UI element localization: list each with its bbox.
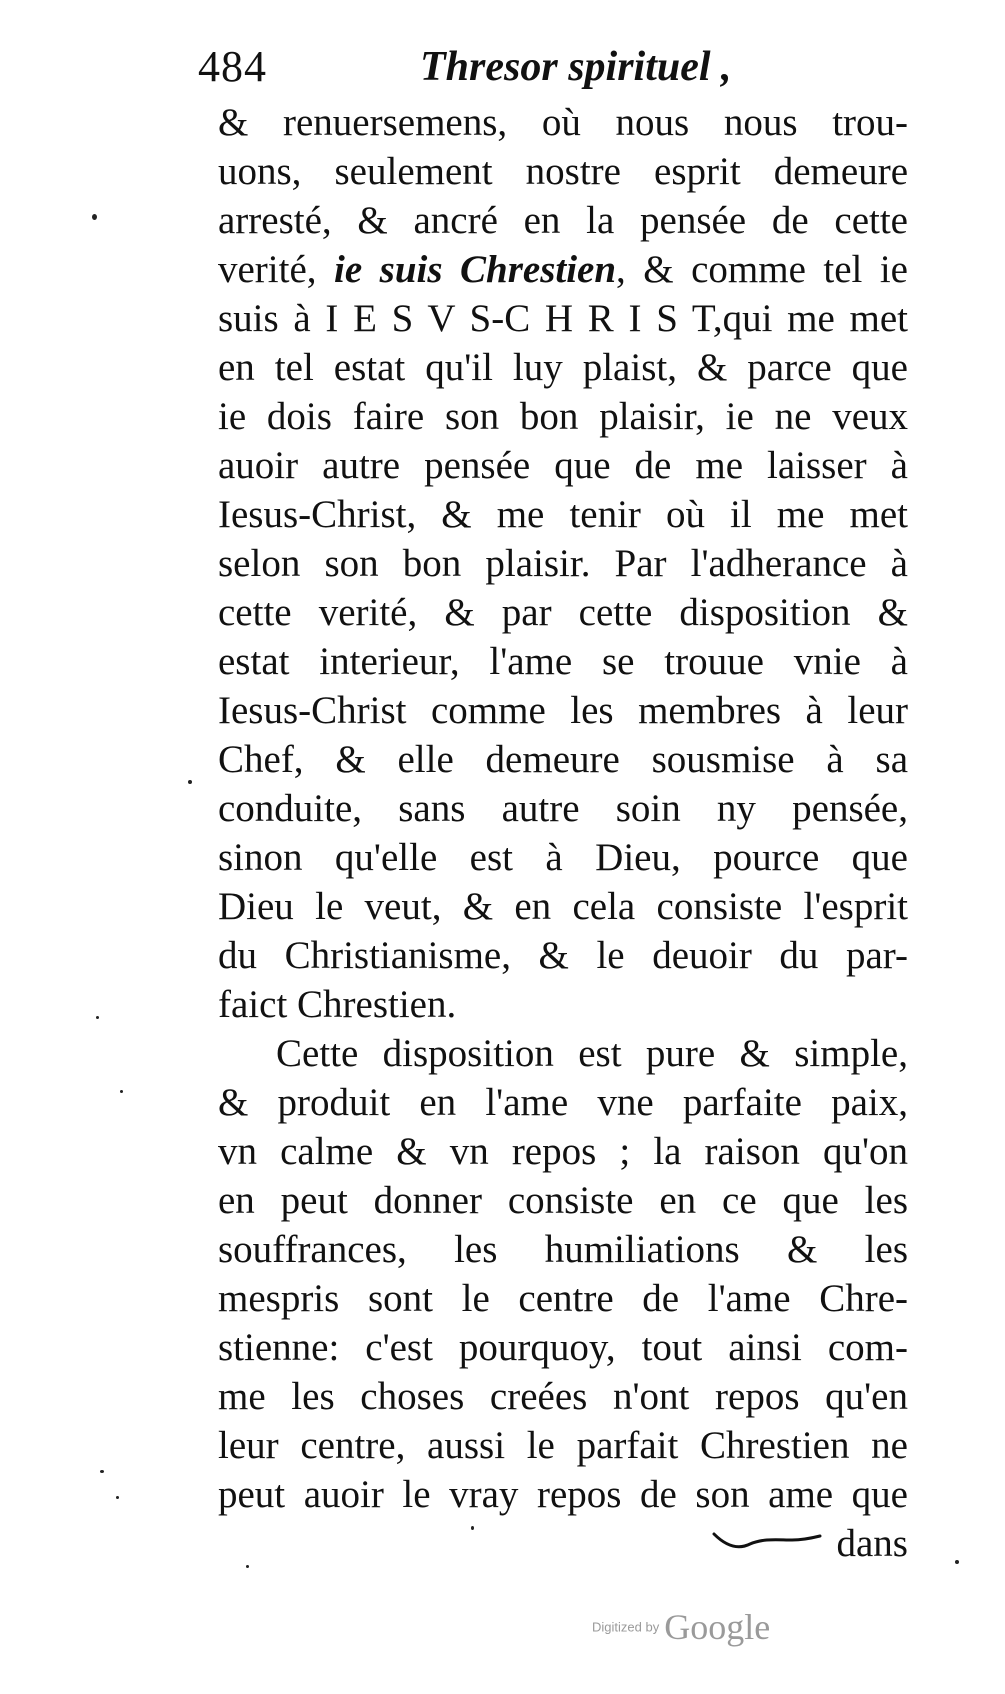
scan-speck: [96, 1016, 99, 1019]
text-fragment: verité,: [218, 248, 317, 291]
scan-speck: [246, 1565, 249, 1568]
text-line: [218, 245, 908, 294]
text-line: estat interieur, l'ame se trouue vnie à: [218, 640, 908, 683]
text-line: Dieu le veut, & en cela consiste l'esprit: [218, 885, 908, 928]
text-line-indented: Cette disposition est pure & simple,: [276, 1032, 908, 1075]
text-line: conduite, sans autre soin ny pensée,: [218, 787, 908, 830]
text-line: cette verité, & par cette disposition &: [218, 591, 908, 634]
text-line: du Christianisme, & le deuoir du par-: [218, 934, 908, 977]
page-number: 484: [198, 42, 267, 91]
text-line: sinon qu'elle est à Dieu, pource que: [218, 836, 908, 879]
scan-speck: [955, 1560, 959, 1564]
text-line: faict Chrestien.: [218, 983, 457, 1026]
text-line: me les choses creées n'ont repos qu'en: [218, 1375, 908, 1418]
text-line: en tel estat qu'il luy plaist, & parce que: [218, 346, 908, 389]
text-fragment: , & comme tel ie: [616, 248, 908, 291]
page-header: [198, 36, 838, 96]
ink-scribble: [712, 1528, 822, 1552]
text-line: stienne: c'est pourquoy, tout ainsi com-: [218, 1326, 908, 1369]
text-line: Iesus-Christ, & me tenir où il me met: [218, 493, 908, 536]
digitized-by-google-watermark: [592, 1606, 770, 1648]
text-line: ie dois faire son bon plaisir, ie ne veux: [218, 395, 908, 438]
text-line: leur centre, aussi le parfait Chrestien ne: [218, 1424, 908, 1467]
italic-phrase: ie suis Chrestien: [334, 248, 617, 291]
scan-speck: [188, 780, 192, 784]
scan-speck: [92, 214, 97, 220]
text-line: auoir autre pensée que de me laisser à: [218, 444, 908, 487]
scan-speck: [116, 1496, 119, 1499]
text-line: uons, seulement nostre esprit demeure: [218, 150, 908, 193]
text-line: arresté, & ancré en la pensée de cette: [218, 199, 908, 242]
text-line: peut auoir le vray repos de son ame que: [218, 1473, 908, 1516]
text-line: & renuersemens, où nous nous trou-: [218, 101, 908, 144]
text-line: selon son bon plaisir. Par l'adherance à: [218, 542, 908, 585]
body-text: [218, 98, 908, 1568]
scan-speck: [471, 1526, 474, 1530]
catchword: dans: [836, 1522, 908, 1565]
text-line: vn calme & vn repos ; la raison qu'on: [218, 1130, 908, 1173]
text-line: mespris sont le centre de l'ame Chre-: [218, 1277, 908, 1320]
digitized-by-label: Digitized by: [592, 1619, 660, 1635]
text-line: Iesus-Christ comme les membres à leur: [218, 689, 908, 732]
text-line: & produit en l'ame vne parfaite paix,: [218, 1081, 908, 1124]
google-logo-text: Google: [664, 1607, 771, 1647]
text-line: souffrances, les humiliations & les: [218, 1228, 908, 1271]
text-line: suis à I E S V S-C H R I S T,qui me met: [218, 297, 908, 340]
scan-speck: [100, 1470, 104, 1473]
text-line: Chef, & elle demeure sousmise à sa: [218, 738, 908, 781]
running-title: Thresor spirituel ,: [420, 44, 732, 90]
scan-speck: [120, 1090, 123, 1093]
text-line: en peut donner consiste en ce que les: [218, 1179, 908, 1222]
